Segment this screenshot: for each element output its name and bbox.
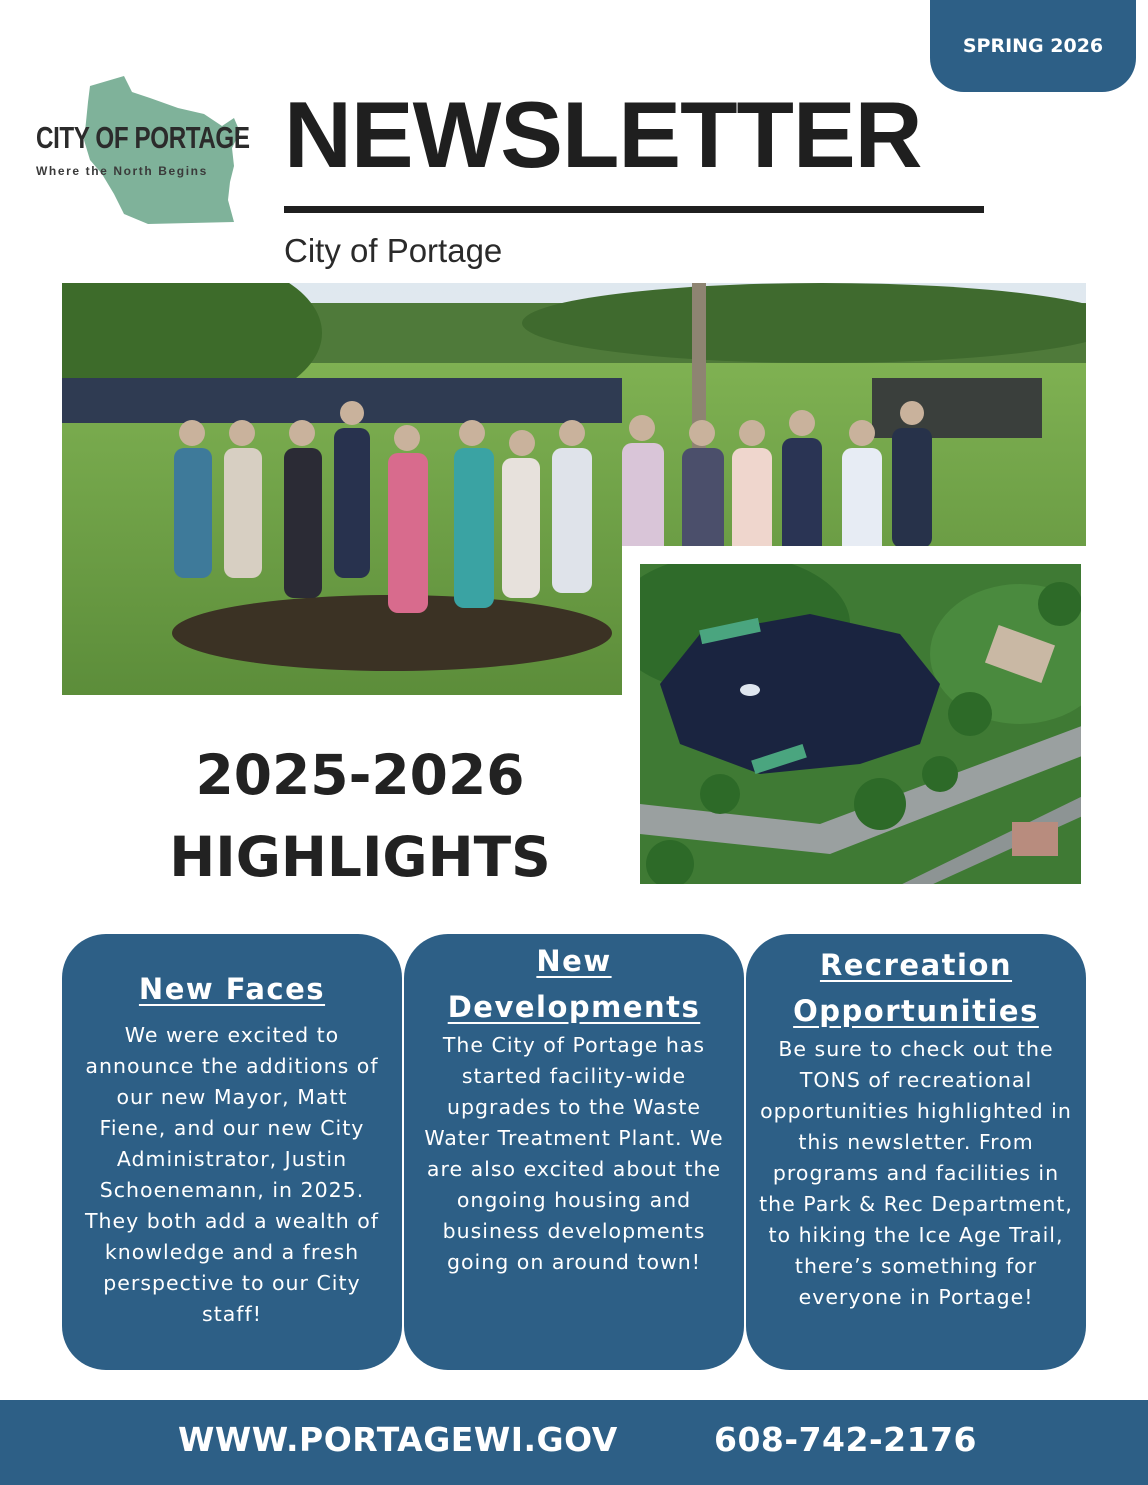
logo-title: CITY OF PORTAGE [36,120,250,155]
logo-tagline: Where the North Begins [36,164,208,178]
page-subtitle: City of Portage [284,232,503,269]
card-body: The City of Portage has started facility-wide upgrades to the Waste Water Treatment Plant. We are also excited about the ongoing housing and business developments going on around town! [424,1033,724,1274]
page-title: NEWSLETTER [284,82,922,187]
card-title: New Faces [138,972,326,1006]
highlights-heading [140,734,580,898]
title-divider [284,206,984,213]
season-label: SPRING 2026 [962,35,1104,57]
card-title: New Developments [447,944,701,1024]
card-new-developments [404,934,744,1370]
highlights-years: 2025-2026 [195,743,525,807]
website-link[interactable]: WWW.PORTAGEWI.GOV [178,1420,618,1459]
card-title: Recreation Opportunities [793,948,1039,1028]
card-new-faces [62,934,402,1370]
city-logo [28,74,268,234]
card-recreation-opportunities [746,934,1086,1370]
card-body: Be sure to check out the TONS of recreational opportunities highlighted in this newsletter. From programs and facilities in the Park & Rec Department, to hiking the Ice Age Trail, there’s something for everyone in Portage! [759,1037,1073,1309]
phone-number[interactable]: 608-742-2176 [714,1420,978,1459]
aerial-park-photo [637,561,1084,887]
season-tab [930,0,1136,92]
footer-bar [0,1400,1148,1485]
highlights-label: HIGHLIGHTS [169,825,551,889]
card-body: We were excited to announce the additions of our new Mayor, Matt Fiene, and our new City Administrator, Justin Schoenemann, in 2025. They both add a wealth of knowledge and a fresh perspective to our City staff! [84,1023,379,1326]
